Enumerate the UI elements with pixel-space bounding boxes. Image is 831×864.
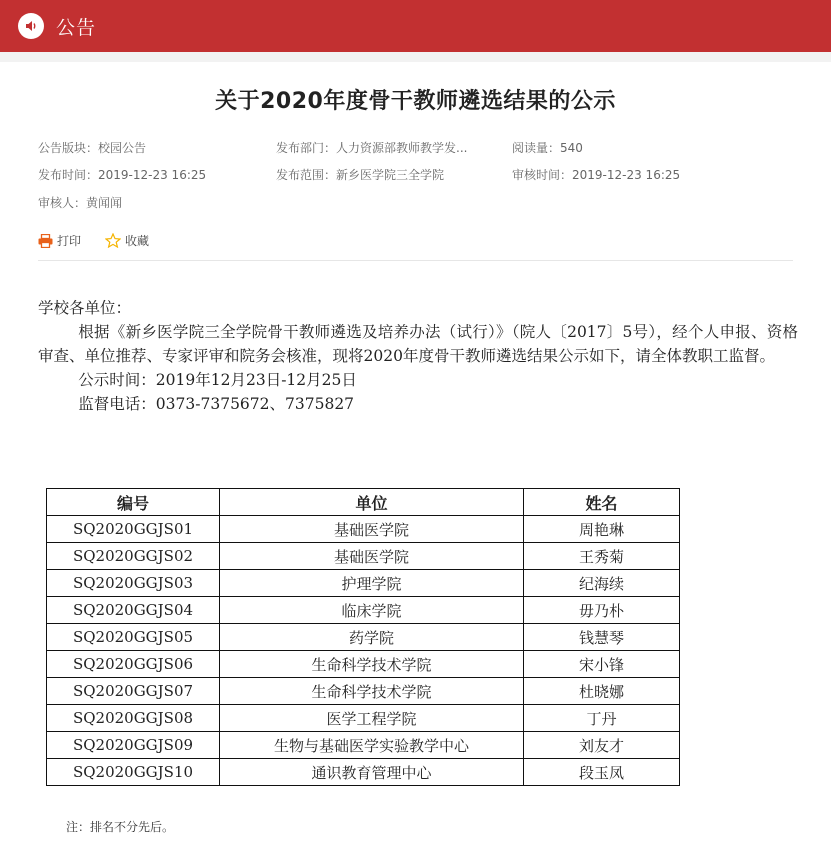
table-row <box>47 678 680 705</box>
top-bar <box>0 0 831 52</box>
table-row <box>47 543 680 570</box>
cell-unit: 护理学院 <box>220 570 524 597</box>
cell-unit: 通识教育管理中心 <box>220 759 524 786</box>
column-header-id: 编号 <box>47 489 220 516</box>
table-note: 注：排名不分先后。 <box>66 820 175 834</box>
cell-name: 纪海续 <box>524 570 680 597</box>
cell-id: SQ2020GGJS03 <box>47 570 220 597</box>
table-header-row <box>47 489 680 516</box>
cell-name: 段玉凤 <box>524 759 680 786</box>
notice-period: 公示时间：2019年12月23日-12月25日 <box>78 371 357 389</box>
action-bar <box>38 232 173 249</box>
cell-name: 宋小锋 <box>524 651 680 678</box>
divider <box>38 260 793 261</box>
cell-name: 周艳琳 <box>524 516 680 543</box>
print-button[interactable] <box>38 232 81 249</box>
table-row <box>47 570 680 597</box>
article-body <box>38 296 798 416</box>
cell-unit: 生命科学技术学院 <box>220 651 524 678</box>
meta-board: 公告版块：校园公告 <box>38 141 147 155</box>
cell-unit: 基础医学院 <box>220 516 524 543</box>
meta-scope: 发布范围：新乡医学院三全学院 <box>276 168 445 182</box>
cell-id: SQ2020GGJS10 <box>47 759 220 786</box>
cell-unit: 临床学院 <box>220 597 524 624</box>
supervision-phone: 监督电话：0373-7375672、7375827 <box>78 395 355 413</box>
table-row <box>47 732 680 759</box>
meta-publish-time: 发布时间：2019-12-23 16:25 <box>38 168 207 182</box>
cell-name: 刘友才 <box>524 732 680 759</box>
cell-id: SQ2020GGJS06 <box>47 651 220 678</box>
notice-card <box>0 62 831 864</box>
column-header-unit: 单位 <box>220 489 524 516</box>
table-row <box>47 705 680 732</box>
print-label: 打印 <box>57 234 82 248</box>
table-row <box>47 759 680 786</box>
main-paragraph: 根据《新乡医学院三全学院骨干教师遴选及培养办法（试行）》（院人〔2017〕5号），经个人申报、资格审查、单位推荐、专家评审和院务会核准，现将2020年度骨干教师遴选结果公示如下，请全体教职工监督。 <box>38 323 798 365</box>
table-row <box>47 651 680 678</box>
cell-id: SQ2020GGJS02 <box>47 543 220 570</box>
meta-views: 阅读量：540 <box>512 141 583 155</box>
cell-unit: 生物与基础医学实验教学中心 <box>220 732 524 759</box>
cell-id: SQ2020GGJS07 <box>47 678 220 705</box>
cell-id: SQ2020GGJS08 <box>47 705 220 732</box>
cell-unit: 基础医学院 <box>220 543 524 570</box>
favorite-button[interactable] <box>105 232 149 249</box>
cell-unit: 生命科学技术学院 <box>220 678 524 705</box>
table-row <box>47 516 680 543</box>
favorite-label: 收藏 <box>125 234 150 248</box>
meta-department: 发布部门：人力资源部教师教学发... <box>276 141 468 155</box>
cell-unit: 药学院 <box>220 624 524 651</box>
column-header-name: 姓名 <box>524 489 680 516</box>
header-title: 公告 <box>56 16 97 39</box>
salutation: 学校各单位： <box>38 299 132 317</box>
cell-unit: 医学工程学院 <box>220 705 524 732</box>
cell-name: 钱慧琴 <box>524 624 680 651</box>
cell-name: 杜晓娜 <box>524 678 680 705</box>
cell-name: 丁丹 <box>524 705 680 732</box>
results-table <box>46 488 680 786</box>
cell-name: 王秀菊 <box>524 543 680 570</box>
meta-review-time: 审核时间：2019-12-23 16:25 <box>512 168 681 182</box>
meta-reviewer: 审核人：黄闻闻 <box>38 196 123 210</box>
table-row <box>47 597 680 624</box>
cell-id: SQ2020GGJS04 <box>47 597 220 624</box>
page-title: 关于2020年度骨干教师遴选结果的公示 <box>215 89 616 114</box>
printer-icon <box>38 234 53 248</box>
cell-id: SQ2020GGJS09 <box>47 732 220 759</box>
star-icon <box>105 233 121 248</box>
cell-id: SQ2020GGJS01 <box>47 516 220 543</box>
cell-name: 毋乃朴 <box>524 597 680 624</box>
cell-id: SQ2020GGJS05 <box>47 624 220 651</box>
table-row <box>47 624 680 651</box>
speaker-icon <box>18 13 44 39</box>
